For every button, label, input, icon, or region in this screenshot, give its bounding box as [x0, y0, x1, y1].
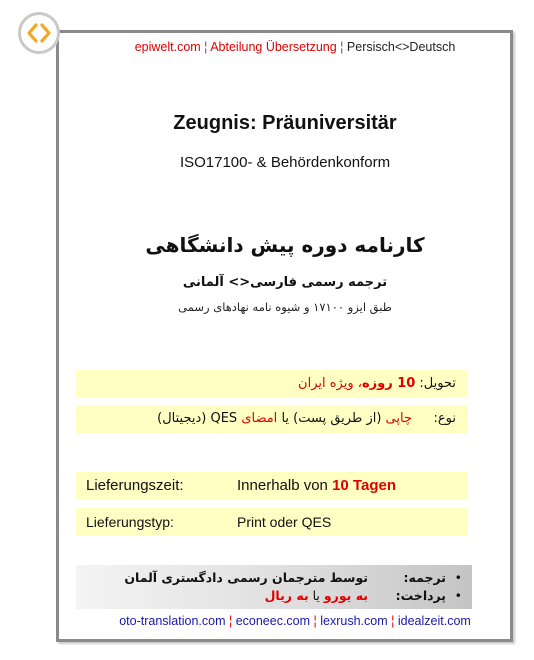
footer-link-idealzeit[interactable]: idealzeit.com	[397, 614, 471, 628]
fa-delivery-box	[76, 370, 468, 398]
fa-type-mid: (از طریق پست) یا	[277, 411, 386, 426]
info-payment-or: یا	[308, 588, 324, 603]
bullet-icon: •	[454, 588, 462, 603]
fa-type-print: چاپی	[385, 411, 412, 426]
header-department: Abteilung Übersetzung	[210, 40, 337, 54]
fa-type-box	[76, 405, 468, 433]
fa-type-end: QES (دیجیتال)	[157, 411, 242, 426]
footer-sep: ¦	[310, 614, 321, 628]
fa-delivery-label: تحویل:	[415, 376, 456, 391]
de-delivery-value	[237, 472, 396, 500]
bullet-icon: •	[454, 570, 462, 585]
info-payment-euro: به یورو	[323, 588, 368, 603]
de-type-label: Lieferungstyp:	[86, 514, 174, 530]
footer-sep: ¦	[225, 614, 236, 628]
document-subtitle-de: ISO17100- & Behördenkonform	[179, 154, 391, 171]
logo	[18, 12, 60, 54]
de-delivery-days: 10 Tagen	[332, 477, 396, 494]
footer-link-lexrush[interactable]: lexrush.com	[320, 614, 388, 628]
fa-delivery-days: 10 روزه	[361, 376, 416, 391]
fa-type-label: نوع:	[433, 411, 456, 426]
fa-delivery-comma: ،	[353, 376, 362, 391]
footer-link-econeec[interactable]: econeec.com	[235, 614, 311, 628]
info-line-translation	[124, 570, 462, 585]
info-payment-rial: به ریال	[264, 588, 309, 603]
info-translation-value: توسط مترجمان رسمی دادگستری آلمان	[124, 570, 368, 585]
header-sep-1: ¦	[200, 40, 211, 54]
header-line	[60, 40, 530, 54]
document-title-fa: کارنامه دوره پیش دانشگاهی	[145, 233, 425, 257]
document-note-fa: طبق ایزو ۱۷۱۰۰ و شیوه نامه نهادهای رسمی	[178, 300, 392, 314]
document-subtitle-fa: ترجمه رسمی فارسی<> آلمانی	[182, 275, 388, 290]
fa-delivery-visa: ویژه ایران	[298, 376, 354, 391]
footer-link-oto[interactable]: oto-translation.com	[119, 614, 226, 628]
header-language-pair: Persisch<>Deutsch	[346, 40, 456, 54]
de-delivery-label: Lieferungszeit:	[86, 477, 184, 494]
footer-sep: ¦	[387, 614, 398, 628]
header-site[interactable]: epiwelt.com	[134, 40, 201, 54]
footer-links	[60, 614, 530, 628]
document-title-de: Zeugnis: Präuniversitär	[173, 112, 397, 134]
de-type-box	[76, 508, 468, 536]
info-translation-label: ترجمه:	[403, 570, 446, 585]
code-brackets-icon	[25, 19, 53, 47]
fa-type-sign: امضای	[241, 411, 278, 426]
info-line-payment	[265, 588, 462, 603]
de-delivery-box	[76, 472, 468, 500]
header-sep-2: ¦	[336, 40, 347, 54]
de-type-value: Print oder QES	[237, 514, 332, 530]
info-box	[76, 565, 472, 609]
info-payment-label: پرداخت:	[395, 588, 446, 603]
de-delivery-prefix: Innerhalb von	[237, 477, 333, 494]
